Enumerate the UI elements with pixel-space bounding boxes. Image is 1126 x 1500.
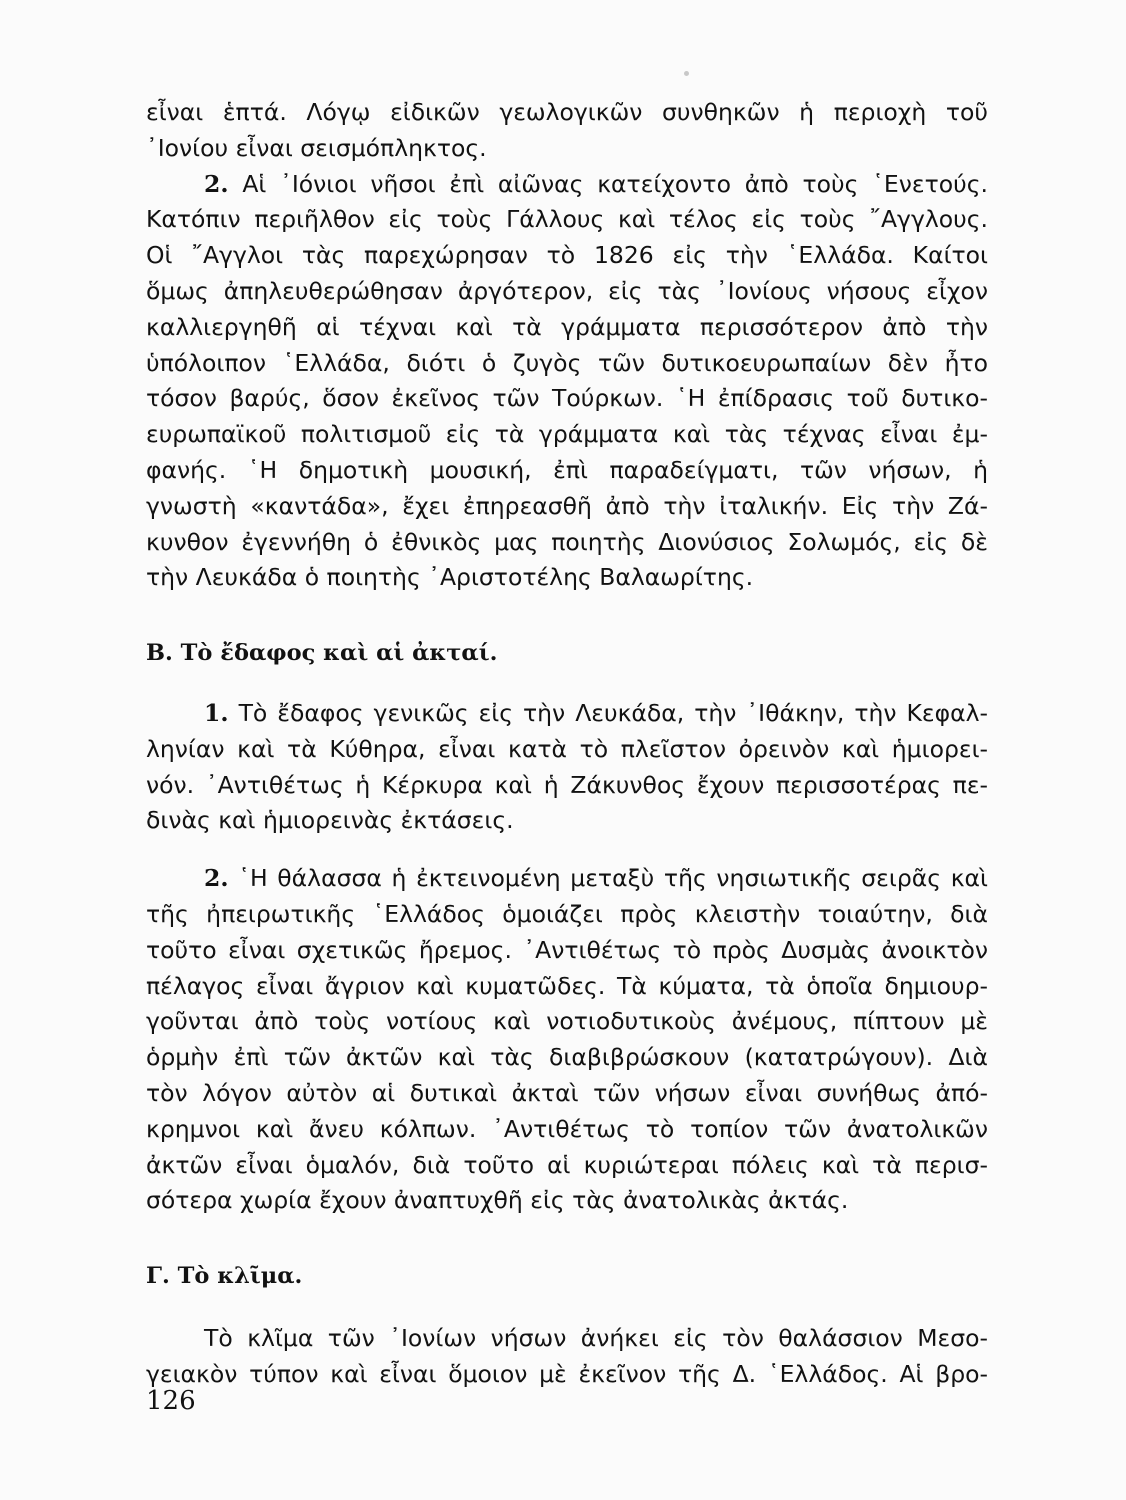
text-line-content: Αἱ ᾿Ιόνιοι νῆσοι ἐπὶ αἰῶνας κατείχοντο ἀπὸ τοὺς ῾Ενετούς.: [242, 169, 988, 198]
text-line: γνωστὴ «καντάδα», ἔχει ἐπηρεασθῆ ἀπὸ τὴν ἰταλικήν. Εἰς τὴν Ζά-: [146, 491, 988, 520]
text-line: Οἱ ῎Αγγλοι τὰς παρεχώρησαν τὸ 1826 εἰς τὴν ῾Ελλάδα. Καίτοι: [146, 241, 988, 270]
paragraph-number: 1.: [204, 698, 229, 727]
section-b-paragraph-2: [146, 861, 988, 1219]
text-line-content: Τὸ ἔδαφος γενικῶς εἰς τὴν Λευκάδα, τὴν ᾿Ιθάκην, τὴν Κεφαλ-: [238, 698, 988, 727]
text-line: δινὰς καὶ ἡμιορεινὰς ἐκτάσεις.: [146, 806, 514, 835]
paper-speck: [684, 71, 689, 76]
text-line: καλλιεργηθῆ αἱ τέχναι καὶ τὰ γράμματα περισσότερον ἀπὸ τὴν: [146, 312, 988, 341]
text-line: εἶναι ἑπτά. Λόγῳ εἰδικῶν γεωλογικῶν συνθηκῶν ἡ περιοχὴ τοῦ: [146, 98, 988, 126]
paragraph-number: 2.: [204, 864, 229, 893]
text-line: σότερα χωρία ἔχουν ἀναπτυχθῆ εἰς τὰς ἀνατολικὰς ἀκτάς.: [146, 1186, 849, 1215]
text-line: γοῦνται ἀπὸ τοὺς νοτίους καὶ νοτιοδυτικοὺς ἀνέμους, πίπτουν μὲ: [146, 1007, 988, 1036]
text-line: τῆς ἠπειρωτικῆς ῾Ελλάδος ὁμοιάζει πρὸς κλειστὴν τοιαύτην, διὰ: [146, 899, 988, 928]
text-line: κυνθον ἐγεννήθη ὁ ἐθνικὸς μας ποιητὴς Διονύσιος Σολωμός, εἰς δὲ: [146, 527, 988, 556]
text-line-content: ῾Η θάλασσα ἡ ἐκτεινομένη μεταξὺ τῆς νησιωτικῆς σειρᾶς καὶ: [238, 864, 988, 893]
text-line: τόσον βαρύς, ὅσον ἐκεῖνος τῶν Τούρκων. ῾Η ἐπίδρασις τοῦ δυτικο-: [146, 384, 988, 413]
text-line: ληνίαν καὶ τὰ Κύθηρα, εἶναι κατὰ τὸ πλεῖστον ὀρεινὸν καὶ ἡμιορει-: [146, 734, 988, 763]
paragraph-number: 2.: [204, 169, 229, 198]
text-line: [146, 167, 988, 203]
page-number: 126: [146, 1386, 196, 1416]
text-line: ὁρμὴν ἐπὶ τῶν ἀκτῶν καὶ τὰς διαβιβρώσκουν (κατατρώγουν). Διὰ: [146, 1043, 988, 1072]
intro-paragraph: [146, 95, 988, 167]
text-line: [146, 861, 988, 897]
text-line: ευρωπαϊκοῦ πολιτισμοῦ εἰς τὰ γράμματα καὶ τὰς τέχνας εἶναι ἐμ-: [146, 420, 988, 449]
text-line: ᾿Ιονίου εἶναι σεισμόπληκτος.: [146, 133, 487, 162]
text-line: τὸν λόγον αὐτὸν αἱ δυτικαὶ ἀκταὶ τῶν νήσων εἶναι συνήθως ἀπό-: [146, 1078, 988, 1107]
text-line: γειακὸν τύπον καὶ εἶναι ὅμοιον μὲ ἐκεῖνον τῆς Δ. ῾Ελλάδος. Αἱ βρο-: [146, 1359, 988, 1388]
text-column: [146, 95, 988, 1393]
text-line: κρημνοι καὶ ἄνευ κόλπων. ᾿Αντιθέτως τὸ τοπίον τῶν ἀνατολικῶν: [146, 1114, 988, 1143]
text-line: φανής. ῾Η δημοτικὴ μουσική, ἐπὶ παραδείγματι, τῶν νήσων, ἡ: [146, 455, 988, 484]
text-line: τὴν Λευκάδα ὁ ποιητὴς ᾿Αριστοτέλης Βαλαωρίτης.: [146, 563, 754, 592]
section-heading-b: Β. Τὸ ἔδαφος καὶ αἱ ἀκταί.: [146, 640, 498, 667]
text-line: νόν. ᾿Αντιθέτως ἡ Κέρκυρα καὶ ἡ Ζάκυνθος ἔχουν περισσοτέρας πε-: [146, 770, 988, 799]
text-line: πέλαγος εἶναι ἄγριον καὶ κυματῶδες. Τὰ κύματα, τὰ ὁποῖα δημιουρ-: [146, 971, 988, 1000]
text-line: ὅμως ἀπηλευθερώθησαν ἀργότερον, εἰς τὰς ᾿Ιονίους νήσους εἶχον: [146, 276, 988, 305]
section-g-paragraph-1: [146, 1321, 988, 1393]
text-line: [146, 696, 988, 732]
text-line: ὑπόλοιπον ῾Ελλάδα, διότι ὁ ζυγὸς τῶν δυτικοευρωπαίων δὲν ἦτο: [146, 348, 988, 377]
text-line: ἀκτῶν εἶναι ὁμαλόν, διὰ τοῦτο αἱ κυριώτεραι πόλεις καὶ τὰ περισ-: [146, 1150, 988, 1179]
text-line: τοῦτο εἶναι σχετικῶς ἤρεμος. ᾿Αντιθέτως τὸ πρὸς Δυσμὰς ἀνοικτὸν: [146, 935, 988, 964]
section-b-paragraph-1: [146, 696, 988, 839]
text-line: Κατόπιν περιῆλθον εἰς τοὺς Γάλλους καὶ τέλος εἰς τοὺς ῎Αγγλους.: [146, 205, 988, 234]
section-heading-g: Γ. Τὸ κλῖμα.: [146, 1263, 303, 1290]
text-line: Τὸ κλῖμα τῶν ᾿Ιονίων νήσων ἀνήκει εἰς τὸν θαλάσσιον Μεσο-: [204, 1323, 988, 1352]
section-a-paragraph-2: [146, 167, 988, 597]
